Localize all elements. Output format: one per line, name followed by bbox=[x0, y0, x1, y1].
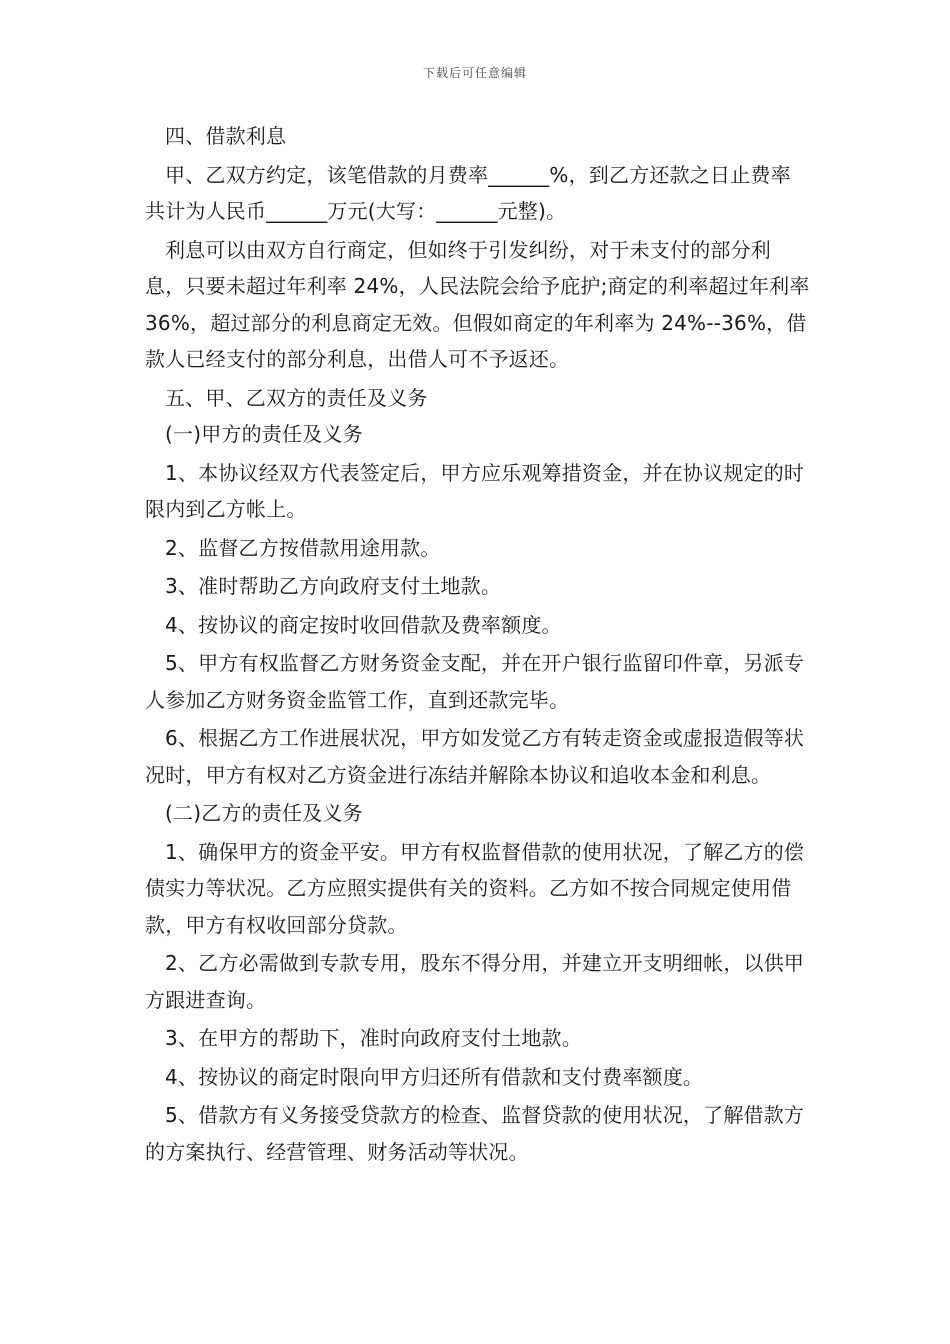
subsection-heading-party-b: (二)乙方的责任及义务 bbox=[165, 801, 363, 825]
section-heading-responsibilities: 五、甲、乙双方的责任及义务 bbox=[165, 385, 428, 410]
party-b-item-2: 2、乙方必需做到专款专用，股东不得分用，并建立开支明细帐，以供甲方跟进查询。 bbox=[145, 951, 805, 1012]
party-a-item-6: 6、根据乙方工作进展状况，甲方如发觉乙方有转走资金或虚报造假等状况时，甲方有权对乙方资金进行冻结并解除本协议和追收本金和利息。 bbox=[145, 726, 805, 787]
paragraph-interest-rate: 甲、乙双方约定，该笔借款的月费率______%，到乙方还款之日止费率共计为人民币______万元(大写：______元整)。 bbox=[145, 162, 791, 223]
paragraph-interest-negotiation: 利息可以由双方自行商定，但如终于引发纠纷，对于未支付的部分利息，只要未超过年利率 24%，人民法院会给予庇护;商定的利率超过年利率 36%，超过部分的利息商定无效。但假如商定的年利率为 24%--36%，借款人已经支付的部分利息，出借人可不予返还。 bbox=[145, 237, 810, 371]
party-b-item-3: 3、在甲方的帮助下，准时向政府支付土地款。 bbox=[165, 1026, 582, 1050]
party-a-item-4: 4、按协议的商定按时收回借款及费率额度。 bbox=[165, 612, 562, 637]
section-heading-interest: 四、借款利息 bbox=[165, 124, 287, 148]
party-a-item-2: 2、监督乙方按借款用途用款。 bbox=[165, 535, 441, 560]
party-b-item-1: 1、确保甲方的资金平安。甲方有权监督借款的使用状况，了解乙方的偿债实力等状况。乙方应照实提供有关的资料。乙方如不按合同规定使用借款，甲方有权收回部分贷款。 bbox=[145, 839, 805, 937]
party-b-item-5: 5、借款方有义务接受贷款方的检查、监督贷款的使用状况，了解借款方的方案执行、经营管理、财务活动等状况。 bbox=[145, 1103, 805, 1164]
party-a-item-3: 3、准时帮助乙方向政府支付土地款。 bbox=[165, 574, 502, 598]
party-a-item-1: 1、本协议经双方代表签定后，甲方应乐观筹措资金，并在协议规定的时限内到乙方帐上。 bbox=[145, 460, 805, 521]
party-a-item-5: 5、甲方有权监督乙方财务资金支配，并在开户银行监留印件章，另派专人参加乙方财务资金监管工作，直到还款完毕。 bbox=[145, 651, 805, 712]
document-body bbox=[145, 118, 810, 1170]
page-header: 下载后可任意编辑 bbox=[422, 66, 527, 80]
party-b-item-4: 4、按协议的商定时限向甲方归还所有借款和支付费率额度。 bbox=[165, 1064, 704, 1089]
subsection-heading-party-a: (一)甲方的责任及义务 bbox=[165, 422, 363, 446]
